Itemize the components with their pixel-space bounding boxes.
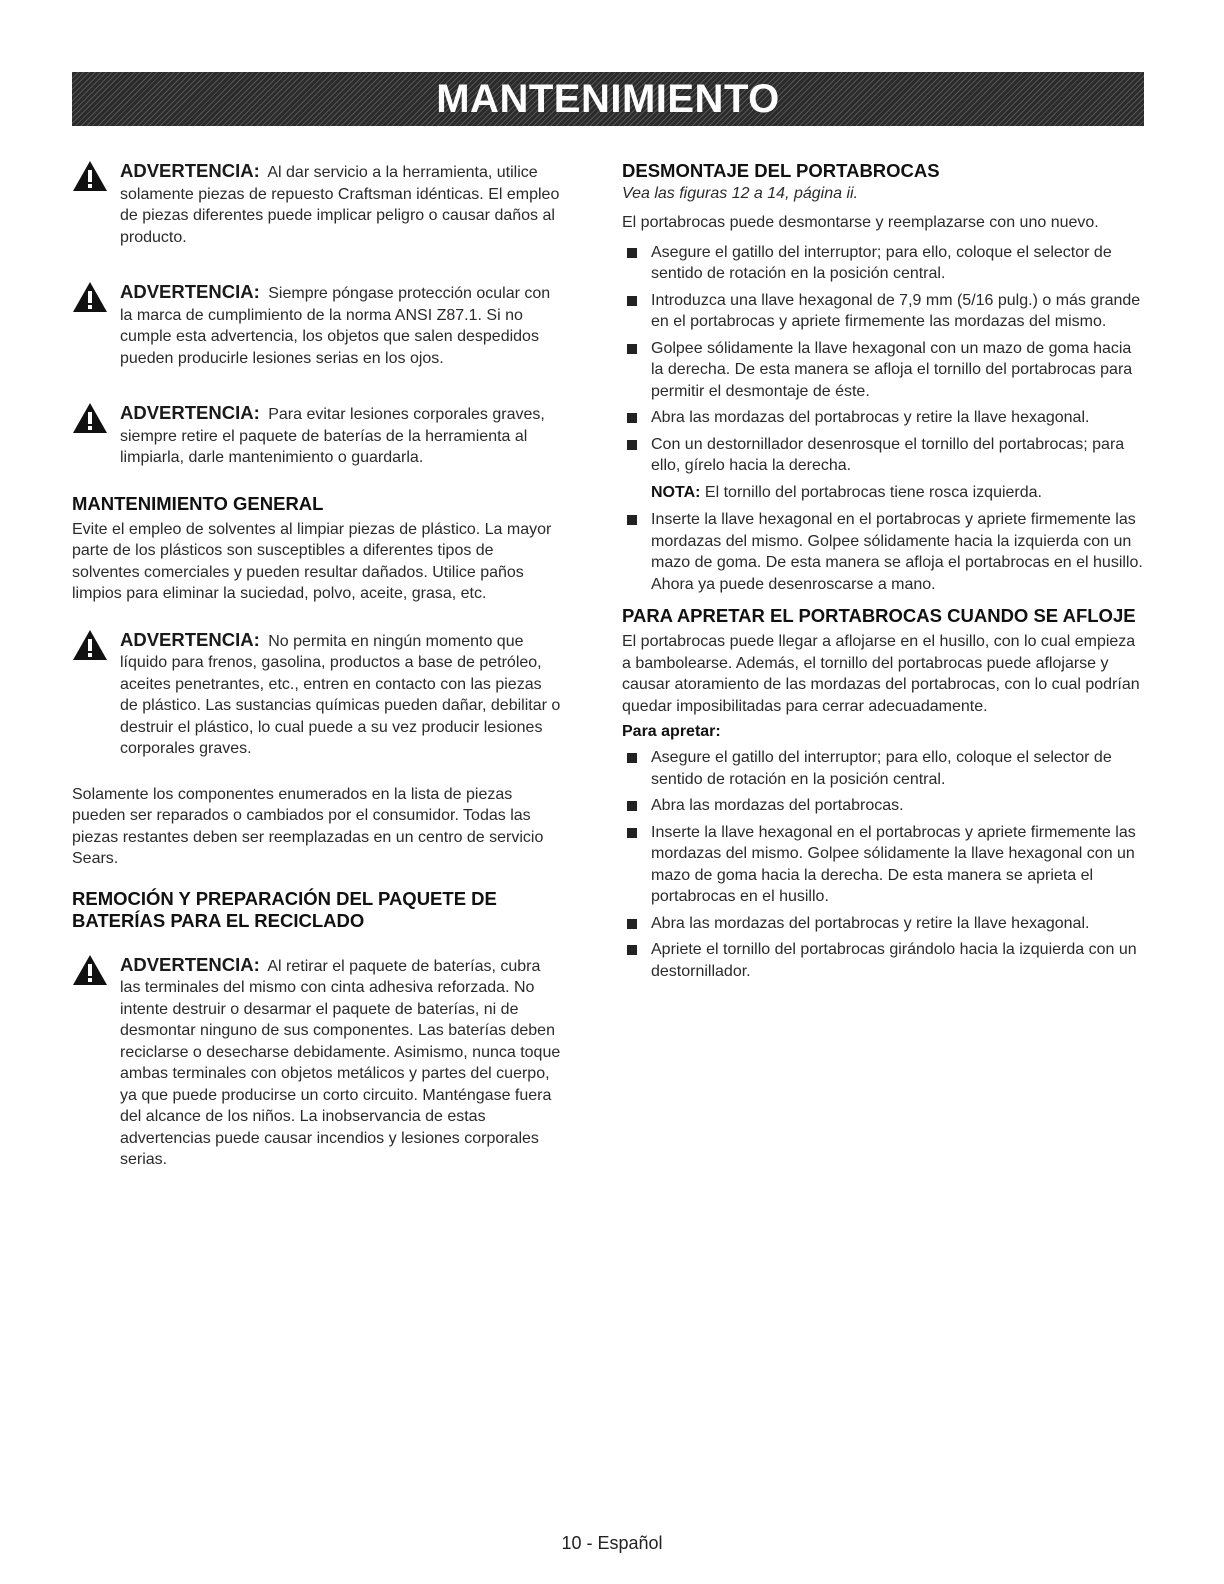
paragraph: El portabrocas puede desmontarse y reemplazarse con uno nuevo. (622, 214, 1099, 231)
bullet-list-apretar (622, 747, 1147, 982)
bullet-square-icon (627, 801, 637, 811)
list-item: Golpee sólidamente la llave hexagonal con un mazo de goma hacia la derecha. De esta manera se afloja el tornillo del portabrocas para permitir el desmontaje de éste. (622, 338, 1147, 403)
warning-block (72, 160, 562, 248)
warning-label: ADVERTENCIA: (120, 402, 260, 423)
bullet-square-icon (627, 828, 637, 838)
warning-triangle-icon (72, 160, 108, 192)
page-title: MANTENIMIENTO (436, 76, 780, 121)
bullet-list-desmontaje-last (622, 509, 1147, 595)
bullet-square-icon (627, 248, 637, 258)
list-item: Introduzca una llave hexagonal de 7,9 mm (5/16 pulg.) o más grande en el portabrocas y apriete firmemente las mordazas del mismo. (622, 290, 1147, 333)
section-heading-desmontaje: DESMONTAJE DEL PORTABROCAS (622, 160, 940, 181)
warning-block (72, 281, 562, 369)
bullet-square-icon (627, 515, 637, 525)
right-column (622, 160, 1147, 987)
bullet-square-icon (627, 413, 637, 423)
paragraph: El portabrocas puede llegar a aflojarse en el husillo, con lo cual empieza a bambolearse. Además, el tornillo del portabrocas puede aflojarse y causar atoramiento de las mordazas del portabrocas, con lo cual podrían quedar imposibilitadas para cerrar adecuadamente. (622, 633, 1140, 715)
section-banner (72, 72, 1144, 126)
bullet-square-icon (627, 753, 637, 763)
warning-triangle-icon (72, 402, 108, 434)
figure-reference: Vea las figuras 12 a 14, página ii. (622, 185, 859, 202)
list-item: Con un destornillador desenrosque el tornillo del portabrocas; para ello, gírelo hacia la derecha. (622, 434, 1147, 477)
list-item: Inserte la llave hexagonal en el portabrocas y apriete firmemente las mordazas del mismo. Golpee sólidamente la llave hexagonal con un mazo de goma hacia la derecha. De esta manera se aprieta el portabrocas en el husillo. (622, 822, 1147, 908)
warning-label: ADVERTENCIA: (120, 953, 260, 975)
list-item: Apriete el tornillo del portabrocas girándolo hacia la izquierda con un destornillador. (622, 939, 1147, 982)
warning-text: No permita en ningún momento que líquido para frenos, gasolina, productos a base de petróleo, aceites penetrantes, etc., entren en contacto con las piezas de plástico. Las sustancias químicas pueden dañar, debilitar o destruir el plástico, lo cual puede a su vez producir lesiones corporales graves. (120, 632, 561, 757)
paragraph: Solamente los componentes enumerados en la lista de piezas pueden ser reparados o cambiados por el consumidor. Todas las piezas restantes deben ser reemplazadas en un centro de servicio Sears. (72, 785, 544, 867)
bullet-square-icon (627, 440, 637, 450)
warning-text: Al dar servicio a la herramienta, utilice solamente piezas de repuesto Craftsman idénticas. El empleo de piezas diferentes puede implicar peligro o causar daños al producto. (120, 164, 560, 246)
bullet-square-icon (627, 945, 637, 955)
warning-label: ADVERTENCIA: (120, 160, 260, 181)
note (622, 482, 1147, 504)
warning-triangle-icon (72, 954, 108, 986)
list-item: Abra las mordazas del portabrocas y retire la llave hexagonal. (622, 407, 1147, 429)
warning-block (72, 402, 562, 469)
note-text: El tornillo del portabrocas tiene rosca izquierda. (704, 483, 1042, 501)
page-number: 10 - Español (561, 1533, 663, 1553)
warning-label: ADVERTENCIA: (120, 628, 260, 650)
warning-text: Para evitar lesiones corporales graves, siempre retire el paquete de baterías de la herramienta al limpiarla, darle mantenimiento o guardarla. (120, 406, 545, 466)
warning-triangle-icon (72, 629, 108, 661)
list-item: Asegure el gatillo del interruptor; para ello, coloque el selector de sentido de rotación en la posición central. (622, 747, 1147, 790)
subheading-para-apretar: Para apretar: (622, 723, 721, 740)
warning-text: Al retirar el paquete de baterías, cubra las terminales del mismo con cinta adhesiva reforzada. No intente destruir o desarmar el paquete de baterías, ni de desmontar ninguno de sus componentes. Las baterías deben reciclarse o desecharse debidamente. Asimismo, nunca toque ambas terminales con objetos metálicos y partes del cuerpo, ya que puede producirse un corto circuito. Manténgase fuera del alcance de los niños. La inobservancia de estas advertencias puede causar incendios y lesiones corporales serias. (120, 957, 561, 1168)
section-heading-apretar: PARA APRETAR EL PORTABROCAS CUANDO SE AFLOJE (622, 605, 1136, 626)
warning-text: Siempre póngase protección ocular con la marca de cumplimiento de la norma ANSI Z87.1. Si no cumple esta advertencia, los objetos que salen despedidos pueden producirle lesiones serias en los ojos. (120, 285, 551, 367)
section-heading-general: MANTENIMIENTO GENERAL (72, 492, 324, 514)
bullet-square-icon (627, 296, 637, 306)
list-item: Abra las mordazas del portabrocas. (622, 795, 1147, 817)
list-item: Asegure el gatillo del interruptor; para ello, coloque el selector de sentido de rotación en la posición central. (622, 242, 1147, 285)
bullet-list-desmontaje (622, 242, 1147, 477)
left-column (72, 160, 562, 1204)
note-label: NOTA: (651, 483, 701, 501)
section-heading-removal: REMOCIÓN Y PREPARACIÓN DEL PAQUETE DE BATERÍAS PARA EL RECICLADO (72, 887, 497, 931)
bullet-square-icon (627, 344, 637, 354)
bullet-square-icon (627, 919, 637, 929)
warning-label: ADVERTENCIA: (120, 281, 260, 302)
warning-block (72, 954, 562, 1171)
list-item: Abra las mordazas del portabrocas y retire la llave hexagonal. (622, 913, 1147, 935)
list-item: Inserte la llave hexagonal en el portabrocas y apriete firmemente las mordazas del mismo. Golpee sólidamente hacia la izquierda con un mazo de goma. De esta manera se afloja el portabrocas en el husillo. Ahora ya puede desenroscarse a mano. (622, 509, 1147, 595)
warning-triangle-icon (72, 281, 108, 313)
warning-block (72, 629, 562, 760)
paragraph: Evite el empleo de solventes al limpiar piezas de plástico. La mayor parte de los plásticos son susceptibles a diferentes tipos de solventes comerciales y pueden resultar dañados. Utilice paños limpios para eliminar la suciedad, polvo, aceite, grasa, etc. (72, 520, 552, 602)
